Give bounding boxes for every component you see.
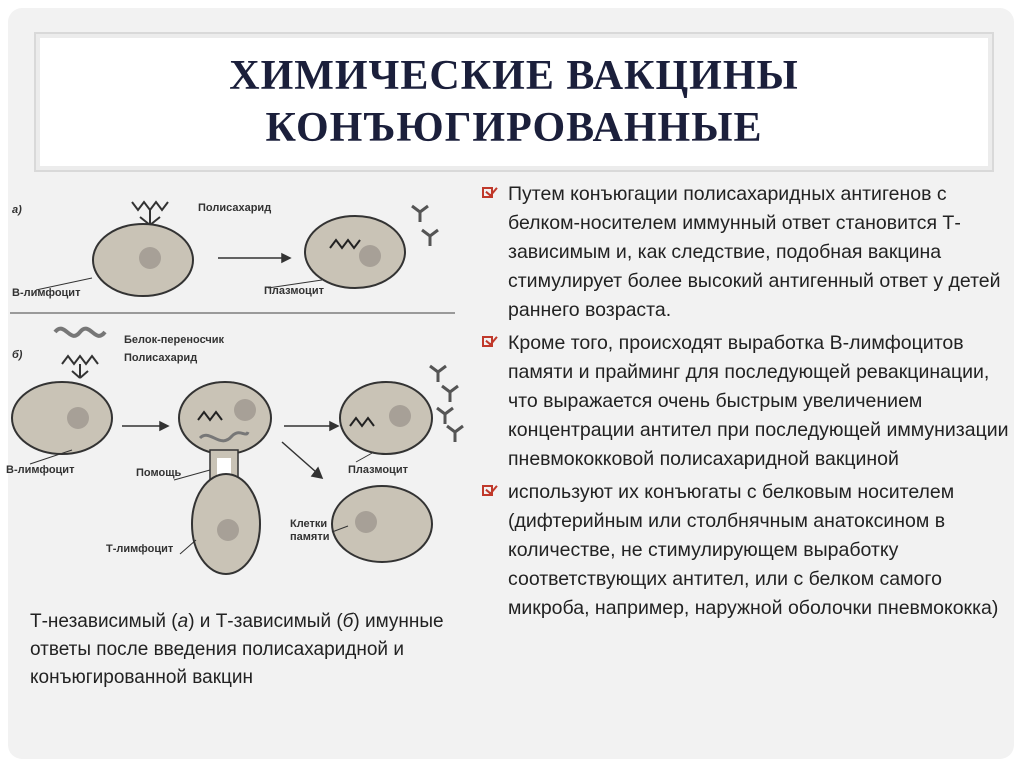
caption-part-1: Т-независимый (: [30, 611, 178, 632]
label-a: а): [12, 204, 22, 216]
checkbox-bullet-icon: [482, 187, 493, 198]
b-lymphocyte-nucleus-b: [67, 407, 89, 429]
bullet-text: Путем конъюгации полисахаридных антигенов с белком-носителем иммунный ответ становится Т-зависимым и, как следствие, подобная вакцина стимулирует более высокий антигенный ответ у детей раннего возраста.: [508, 183, 1001, 321]
immune-response-diagram: [0, 180, 470, 590]
bullet-text: Кроме того, происходят выработка В-лимфоцитов памяти и прайминг для последующей ревакцинации, что выражается очень быстрым увеличением концентрации антител при последующей иммунизации пневмококковой полисахаридной вакциной: [508, 332, 1009, 470]
bullet-item: [480, 180, 1020, 325]
bullet-item: [480, 329, 1020, 474]
activated-b-cell-nucleus: [234, 399, 256, 421]
title-line-2: КОНЪЮГИРОВАННЫЕ: [265, 105, 763, 151]
bullet-list: [480, 180, 1020, 627]
checkbox-bullet-icon: [482, 336, 493, 347]
memory-cells-label-2: памяти: [290, 531, 330, 543]
plasmocyte-nucleus-b: [389, 405, 411, 427]
title-box: [34, 32, 994, 172]
polysaccharide-label-b: Полисахарид: [124, 352, 198, 364]
title-line-1: ХИМИЧЕСКИЕ ВАКЦИНЫ: [229, 53, 799, 99]
b-lymphocyte-label-a: В-лимфоцит: [12, 287, 81, 299]
polysaccharide-antigen-a: [132, 202, 168, 225]
antibodies-a: [412, 206, 438, 246]
arrow-b2: [284, 422, 338, 430]
arrow-b3: [282, 442, 322, 478]
caption-a: а: [177, 611, 189, 632]
plasmocyte-cell-a: [305, 216, 405, 288]
label-b: б): [12, 349, 23, 361]
memory-cell: [332, 486, 432, 562]
polysaccharide-label-a: Полисахарид: [198, 202, 272, 214]
t-lymphocyte-label: Т-лимфоцит: [106, 543, 174, 555]
memory-cell-nucleus: [355, 511, 377, 533]
caption-part-2: ) и Т-зависимый (: [188, 611, 343, 632]
activated-b-cell: [179, 382, 271, 454]
carrier-protein-label: Белок-переносчик: [124, 334, 225, 346]
arrow-a: [218, 254, 290, 262]
carrier-protein-icon: [55, 329, 105, 336]
plasmocyte-nucleus-a: [359, 245, 381, 267]
arrow-b1: [122, 422, 168, 430]
plasmocyte-label-a: Плазмоцит: [264, 285, 324, 297]
antibodies-b: [430, 366, 463, 442]
t-lymphocyte-nucleus: [217, 519, 239, 541]
figure-caption: [30, 608, 450, 692]
memory-cells-label-1: Клетки: [290, 518, 328, 530]
plasmocyte-label-b: Плазмоцит: [348, 464, 408, 476]
bullet-text: используют их конъюгаты с белковым носителем (дифтерийным или столбнячным анатоксином в количестве, не стимулирующем выработку соответствующих антител, или с белком самого микроба, например, наружной оболочки пневмококка): [508, 481, 999, 619]
b-lymphocyte-cell-b: [12, 382, 112, 454]
checkbox-bullet-icon: [482, 485, 493, 496]
b-lymphocyte-nucleus-a: [139, 247, 161, 269]
caption-part-3: ) имунные ответы после введения полисахаридной и конъюгированной вакцин: [30, 611, 444, 688]
caption-b: б: [342, 611, 354, 632]
plasmocyte-cell-b: [340, 382, 432, 454]
polysaccharide-antigen-b: [62, 356, 98, 378]
help-label: Помощь: [136, 467, 182, 479]
b-lymphocyte-label-b: В-лимфоцит: [6, 464, 75, 476]
bullet-item: [480, 478, 1020, 623]
